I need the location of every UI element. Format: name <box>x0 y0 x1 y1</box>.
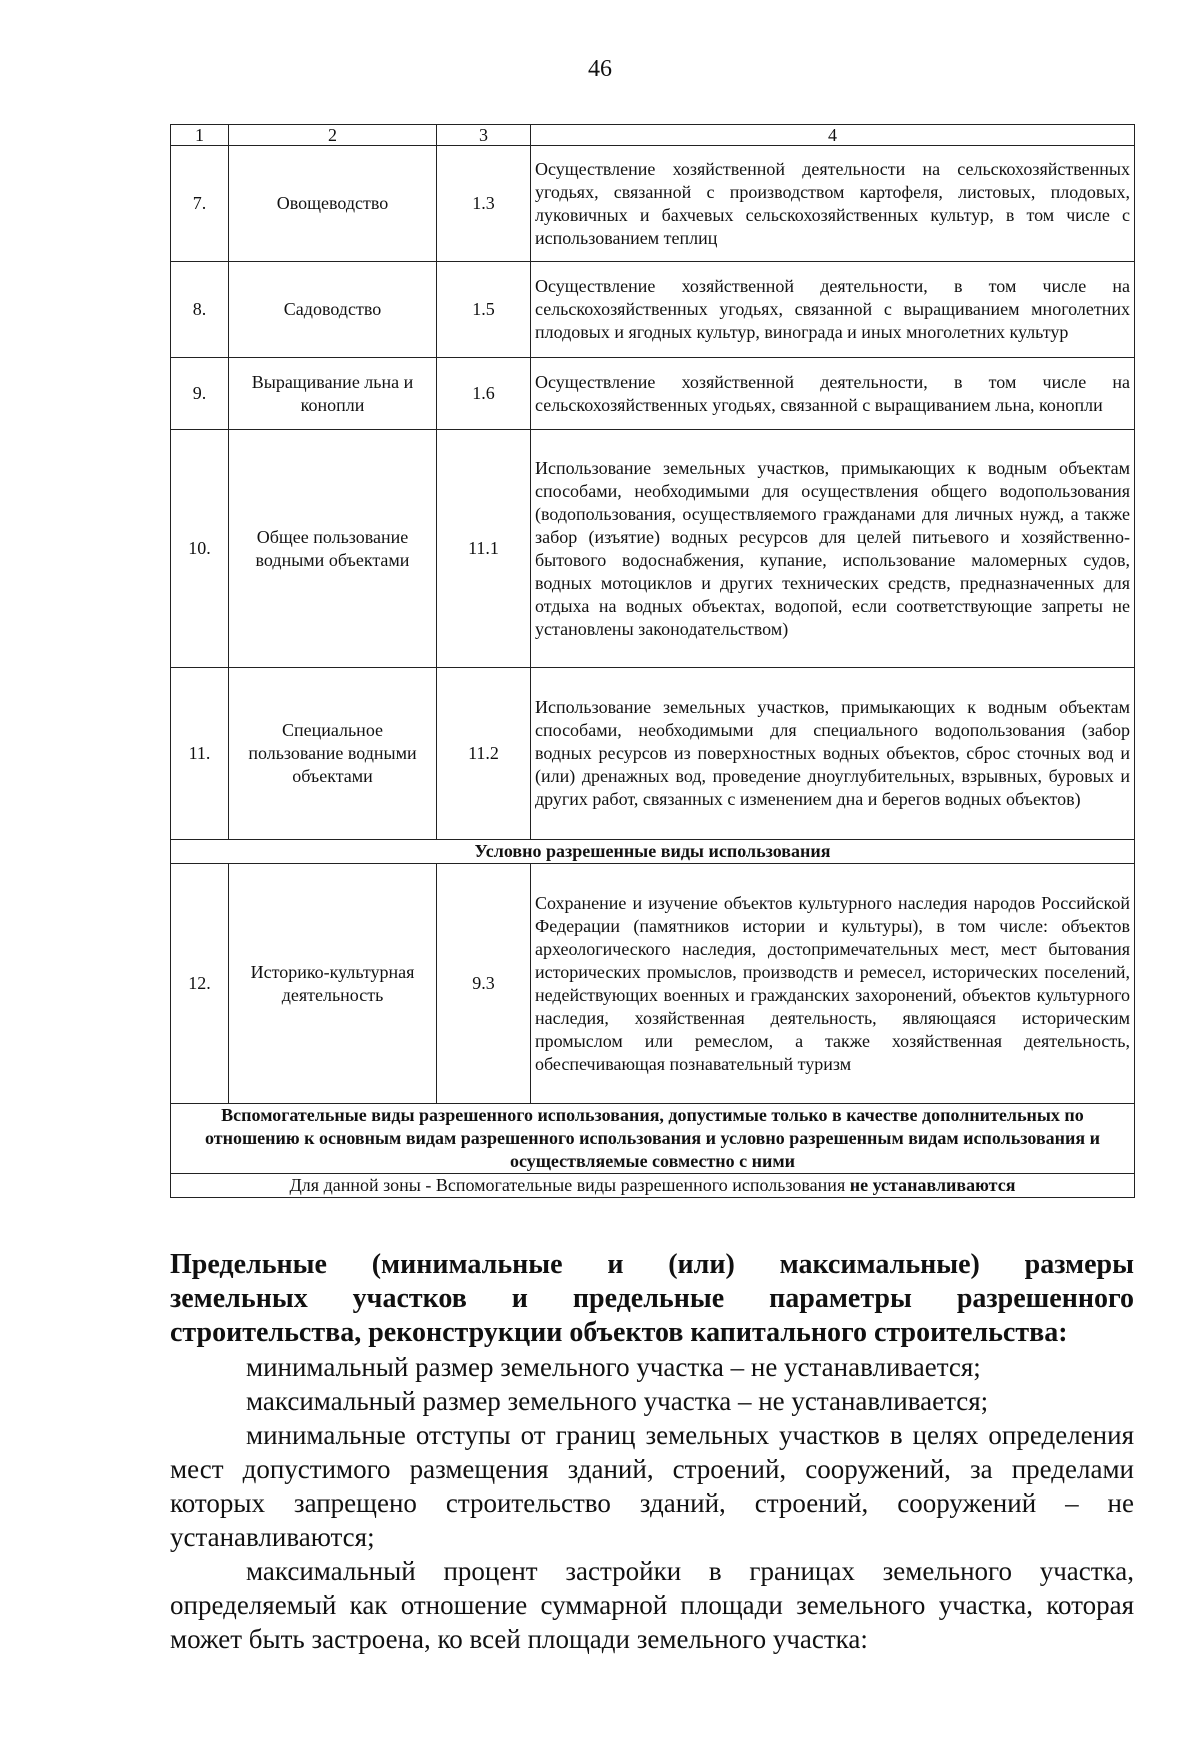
use-type-code: 1.5 <box>437 262 531 358</box>
column-header: 3 <box>437 125 531 146</box>
column-header: 1 <box>171 125 229 146</box>
parameter-item: максимальный процент застройки в границах земельного участка, определяемый как отношение суммарной площади земельного участка, которая может быть застроена, ко всей площади земельного участка: <box>170 1556 1134 1654</box>
use-type-code: 1.3 <box>437 146 531 262</box>
auxiliary-uses-title: Вспомогательные виды разрешенного использования, допустимые только в качестве дополнительных по отношению к основным видам разрешенного использования и условно разрешенным видам использования и осуществляемые совместно с ними <box>171 1104 1135 1174</box>
parameters-heading: строительства, реконструкции объектов капитального строительства: <box>170 1317 1068 1348</box>
row-number: 8. <box>171 262 229 358</box>
table-row <box>171 262 1135 358</box>
table-row <box>171 430 1135 668</box>
auxiliary-note-bold: не устанавливаются <box>849 1175 1016 1195</box>
use-type-name: Овощеводство <box>229 146 437 262</box>
land-use-table <box>170 124 1135 1198</box>
auxiliary-uses-note <box>171 1174 1135 1198</box>
section-row <box>171 840 1135 864</box>
use-type-description: Сохранение и изучение объектов культурного наследия народов Российской Федерации (памятников истории и культуры), в том числе: объектов археологического наследия, достопримечательных мест, мест бытования исторических промыслов, производств и ремесел, исторических поселений, недействующих военных и гражданских захоронений, объектов культурного наследия, хозяйственная деятельность, являющаяся историческим промыслом или ремеслом, а также хозяйственная деятельность, обеспечивающая познавательный туризм <box>531 864 1135 1104</box>
row-number: 9. <box>171 358 229 430</box>
table-row <box>171 668 1135 840</box>
row-number: 12. <box>171 864 229 1104</box>
conditional-uses-title: Условно разрешенные виды использования <box>171 840 1135 864</box>
use-type-description: Осуществление хозяйственной деятельности на сельскохозяйственных угодьях, связанной с производством картофеля, листовых, плодовых, луковичных и бахчевых сельскохозяйственных культур, в том числе с использованием теплиц <box>531 146 1135 262</box>
use-type-description: Использование земельных участков, примыкающих к водным объектам способами, необходимыми для специального водопользования (забор водных ресурсов из поверхностных водных объектов, сброс сточных вод и (или) дренажных вод, проведение дноуглубительных, взрывных, буровых и других работ, связанных с изменением дна и берегов водных объектов) <box>531 668 1135 840</box>
use-type-name: Специальное пользование водными объектами <box>229 668 437 840</box>
use-type-description: Осуществление хозяйственной деятельности, в том числе на сельскохозяйственных угодьях, связанной с выращиванием многолетних плодовых и ягодных культур, винограда и иных многолетних культур <box>531 262 1135 358</box>
use-type-name: Выращивание льна и конопли <box>229 358 437 430</box>
column-header: 4 <box>531 125 1135 146</box>
use-type-code: 11.1 <box>437 430 531 668</box>
use-type-code: 11.2 <box>437 668 531 840</box>
section-row <box>171 1174 1135 1198</box>
table-row <box>171 864 1135 1104</box>
use-type-description: Использование земельных участков, примыкающих к водным объектам способами, необходимыми для осуществления общего водопользования (водопользования, осуществляемого гражданами для личных нужд, а также забор (изъятие) водных ресурсов для целей питьевого и хозяйственно-бытового водоснабжения, купание, использование маломерных судов, водных мотоциклов и других технических средств, предназначенных для отдыха на водных объектах, водопой, если соответствующие запреты не установлены законодательством) <box>531 430 1135 668</box>
parameter-item: максимальный размер земельного участка – не устанавливается; <box>246 1386 989 1416</box>
column-header: 2 <box>229 125 437 146</box>
use-type-name: Общее пользование водными объектами <box>229 430 437 668</box>
parameters-heading: Предельные (минимальные и (или) максимальные) размеры <box>170 1249 1134 1280</box>
section-row <box>171 1104 1135 1174</box>
row-number: 7. <box>171 146 229 262</box>
table-row <box>171 146 1135 262</box>
parameters-section <box>170 1248 1134 1656</box>
use-type-code: 9.3 <box>437 864 531 1104</box>
table-header-row <box>171 125 1135 146</box>
row-number: 10. <box>171 430 229 668</box>
page-number: 46 <box>588 56 612 82</box>
table-row <box>171 358 1135 430</box>
use-type-code: 1.6 <box>437 358 531 430</box>
parameters-heading: земельных участков и предельные параметры разрешенного <box>170 1283 1134 1314</box>
row-number: 11. <box>171 668 229 840</box>
use-type-name: Садоводство <box>229 262 437 358</box>
parameter-item: минимальные отступы от границ земельных участков в целях определения мест допустимого размещения зданий, строений, сооружений, за пределами которых запрещено строительство зданий, строений, сооружений – не устанавливаются; <box>170 1420 1134 1552</box>
use-type-description: Осуществление хозяйственной деятельности, в том числе на сельскохозяйственных угодьях, связанной с выращиванием льна, конопли <box>531 358 1135 430</box>
use-type-name: Историко-культурная деятельность <box>229 864 437 1104</box>
parameter-item: минимальный размер земельного участка – не устанавливается; <box>246 1352 981 1382</box>
auxiliary-note-text: Для данной зоны - Вспомогательные виды разрешенного использования <box>289 1175 850 1195</box>
